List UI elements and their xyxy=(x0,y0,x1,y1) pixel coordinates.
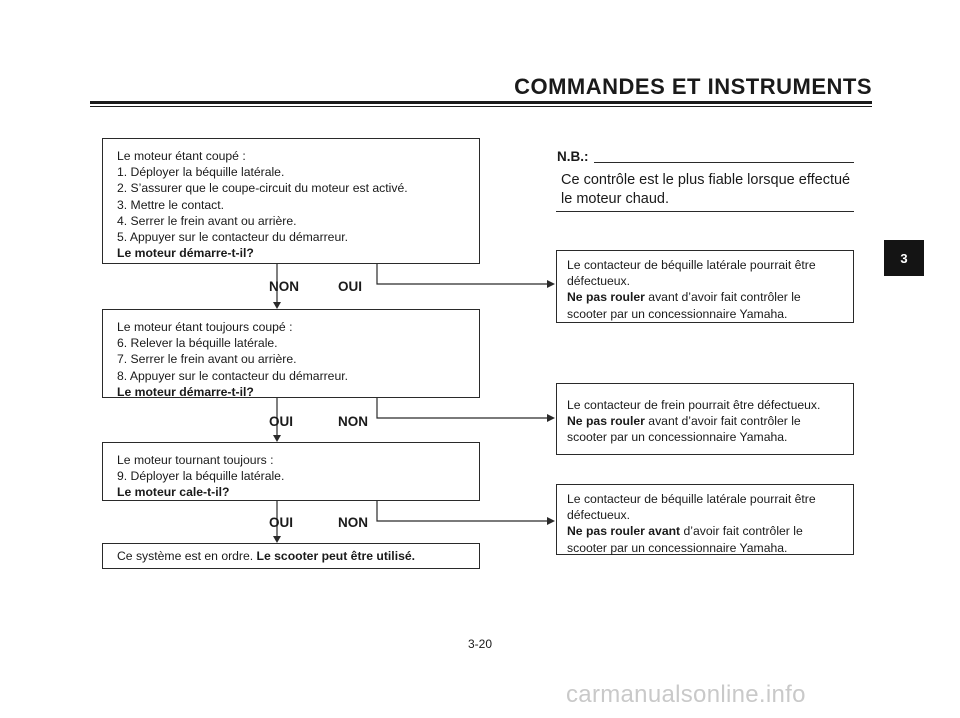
page-title: COMMANDES ET INSTRUMENTS xyxy=(514,74,872,99)
note-line-2: le moteur chaud. xyxy=(561,191,670,207)
box1-question: Le moteur démarre-t-il? xyxy=(117,246,254,261)
result2-bold: Ne pas rouler xyxy=(567,414,645,429)
box2-line-3: 7. Serrer le frein avant ou arrière. xyxy=(117,352,297,367)
result3-line-2: défectueux. xyxy=(567,508,631,523)
result1-rest-2: scooter par un concessionnaire Yamaha. xyxy=(567,306,788,321)
note-rule-top xyxy=(594,162,854,163)
box1-line-4: 3. Mettre le contact. xyxy=(117,197,225,212)
result-box-1 xyxy=(556,250,854,323)
box2-question: Le moteur démarre-t-il? xyxy=(117,384,254,399)
branch3-down-label: OUI xyxy=(269,515,294,530)
arrow-down-1 xyxy=(273,302,281,309)
note-text xyxy=(561,171,861,209)
result3-rest-1: d’avoir fait contrôler le xyxy=(680,524,803,539)
arrow-down-2 xyxy=(273,435,281,442)
result2-rest-1: avant d’avoir fait contrôler le xyxy=(644,414,801,429)
branch1-down-label: NON xyxy=(269,279,299,294)
box3-line-2: 9. Déployer la béquille latérale. xyxy=(117,469,285,484)
result-box-3 xyxy=(556,484,854,555)
note-label: N.B.: xyxy=(557,149,589,164)
box2-line-2: 6. Relever la béquille latérale. xyxy=(117,336,278,351)
result3-rest-2: scooter par un concessionnaire Yamaha. xyxy=(567,540,788,555)
box1-line-3: 2. S’assurer que le coupe-circuit du moteur est activé. xyxy=(117,181,408,196)
box2-line-1: Le moteur étant toujours coupé : xyxy=(117,320,293,334)
result2-line-1: Le contacteur de frein pourrait être défectueux. xyxy=(567,398,821,412)
result1-line-1: Le contacteur de béquille latérale pourrait être xyxy=(567,258,816,272)
arrow-right-3 xyxy=(547,517,555,525)
result1-line-2: défectueux. xyxy=(567,274,631,289)
step-box-4 xyxy=(102,543,480,569)
arrow-down-3 xyxy=(273,536,281,543)
note-rule-bottom xyxy=(556,211,854,212)
note-line-1: Ce contrôle est le plus fiable lorsque effectué xyxy=(561,172,851,188)
page-number: 3-20 xyxy=(467,637,493,651)
box1-line-6: 5. Appuyer sur le contacteur du démarreur. xyxy=(117,230,349,245)
box1-line-2: 1. Déployer la béquille latérale. xyxy=(117,165,285,180)
step-box-1 xyxy=(102,138,480,264)
result1-bold: Ne pas rouler xyxy=(567,290,645,305)
result-box-2 xyxy=(556,383,854,455)
box1-line-1: Le moteur étant coupé : xyxy=(117,149,246,163)
watermark: carmanualsonline.info xyxy=(566,681,806,708)
box3-line-1: Le moteur tournant toujours : xyxy=(117,453,274,467)
box4-bold: Le scooter peut être utilisé. xyxy=(256,549,416,563)
result2-rest-2: scooter par un concessionnaire Yamaha. xyxy=(567,430,788,445)
result3-line-1: Le contacteur de béquille latérale pourrait être xyxy=(567,492,816,506)
arrow-right-1 xyxy=(547,280,555,288)
chapter-tab-label: 3 xyxy=(900,250,908,266)
branch3-right-label: NON xyxy=(338,515,368,530)
result3-bold: Ne pas rouler avant xyxy=(567,524,681,539)
result1-rest-1: avant d’avoir fait contrôler le xyxy=(644,290,801,305)
box2-line-4: 8. Appuyer sur le contacteur du démarreur. xyxy=(117,368,349,383)
box1-line-5: 4. Serrer le frein avant ou arrière. xyxy=(117,213,297,228)
branch2-down-label: OUI xyxy=(269,414,294,429)
arrow-right-2 xyxy=(547,414,555,422)
box3-question: Le moteur cale-t-il? xyxy=(117,485,230,500)
box4-text: Ce système est en ordre. xyxy=(117,549,257,563)
step-box-2 xyxy=(102,309,480,398)
branch2-right-label: NON xyxy=(338,414,368,429)
branch1-right-label: OUI xyxy=(338,279,363,294)
step-box-3 xyxy=(102,442,480,501)
